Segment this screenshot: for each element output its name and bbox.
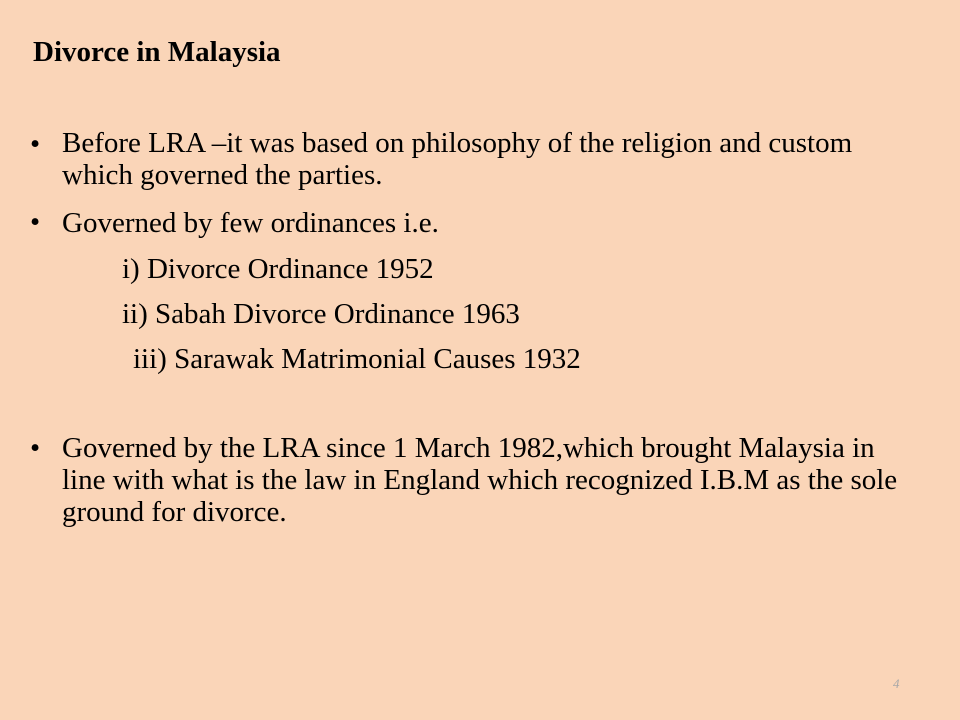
page-number: 4: [893, 676, 900, 691]
bullet-text: Before LRA –it was based on philosophy of the religion and custom which governed the parties.: [62, 127, 853, 191]
bullet-marker: •: [30, 128, 41, 160]
ordinance-item: ii) Sabah Divorce Ordinance 1963: [122, 298, 520, 330]
ordinance-item: i) Divorce Ordinance 1952: [122, 253, 434, 285]
bullet-text: Governed by few ordinances i.e.: [62, 207, 439, 239]
bullet-text: Governed by the LRA since 1 March 1982,which brought Malaysia in line with what is the law in England which recognized I.B.M as the sole ground for divorce.: [62, 432, 898, 528]
bullet-marker: •: [30, 432, 41, 464]
bullet-marker: •: [30, 206, 41, 238]
slide-title: Divorce in Malaysia: [33, 36, 281, 68]
ordinance-item: iii) Sarawak Matrimonial Causes 1932: [133, 343, 581, 375]
